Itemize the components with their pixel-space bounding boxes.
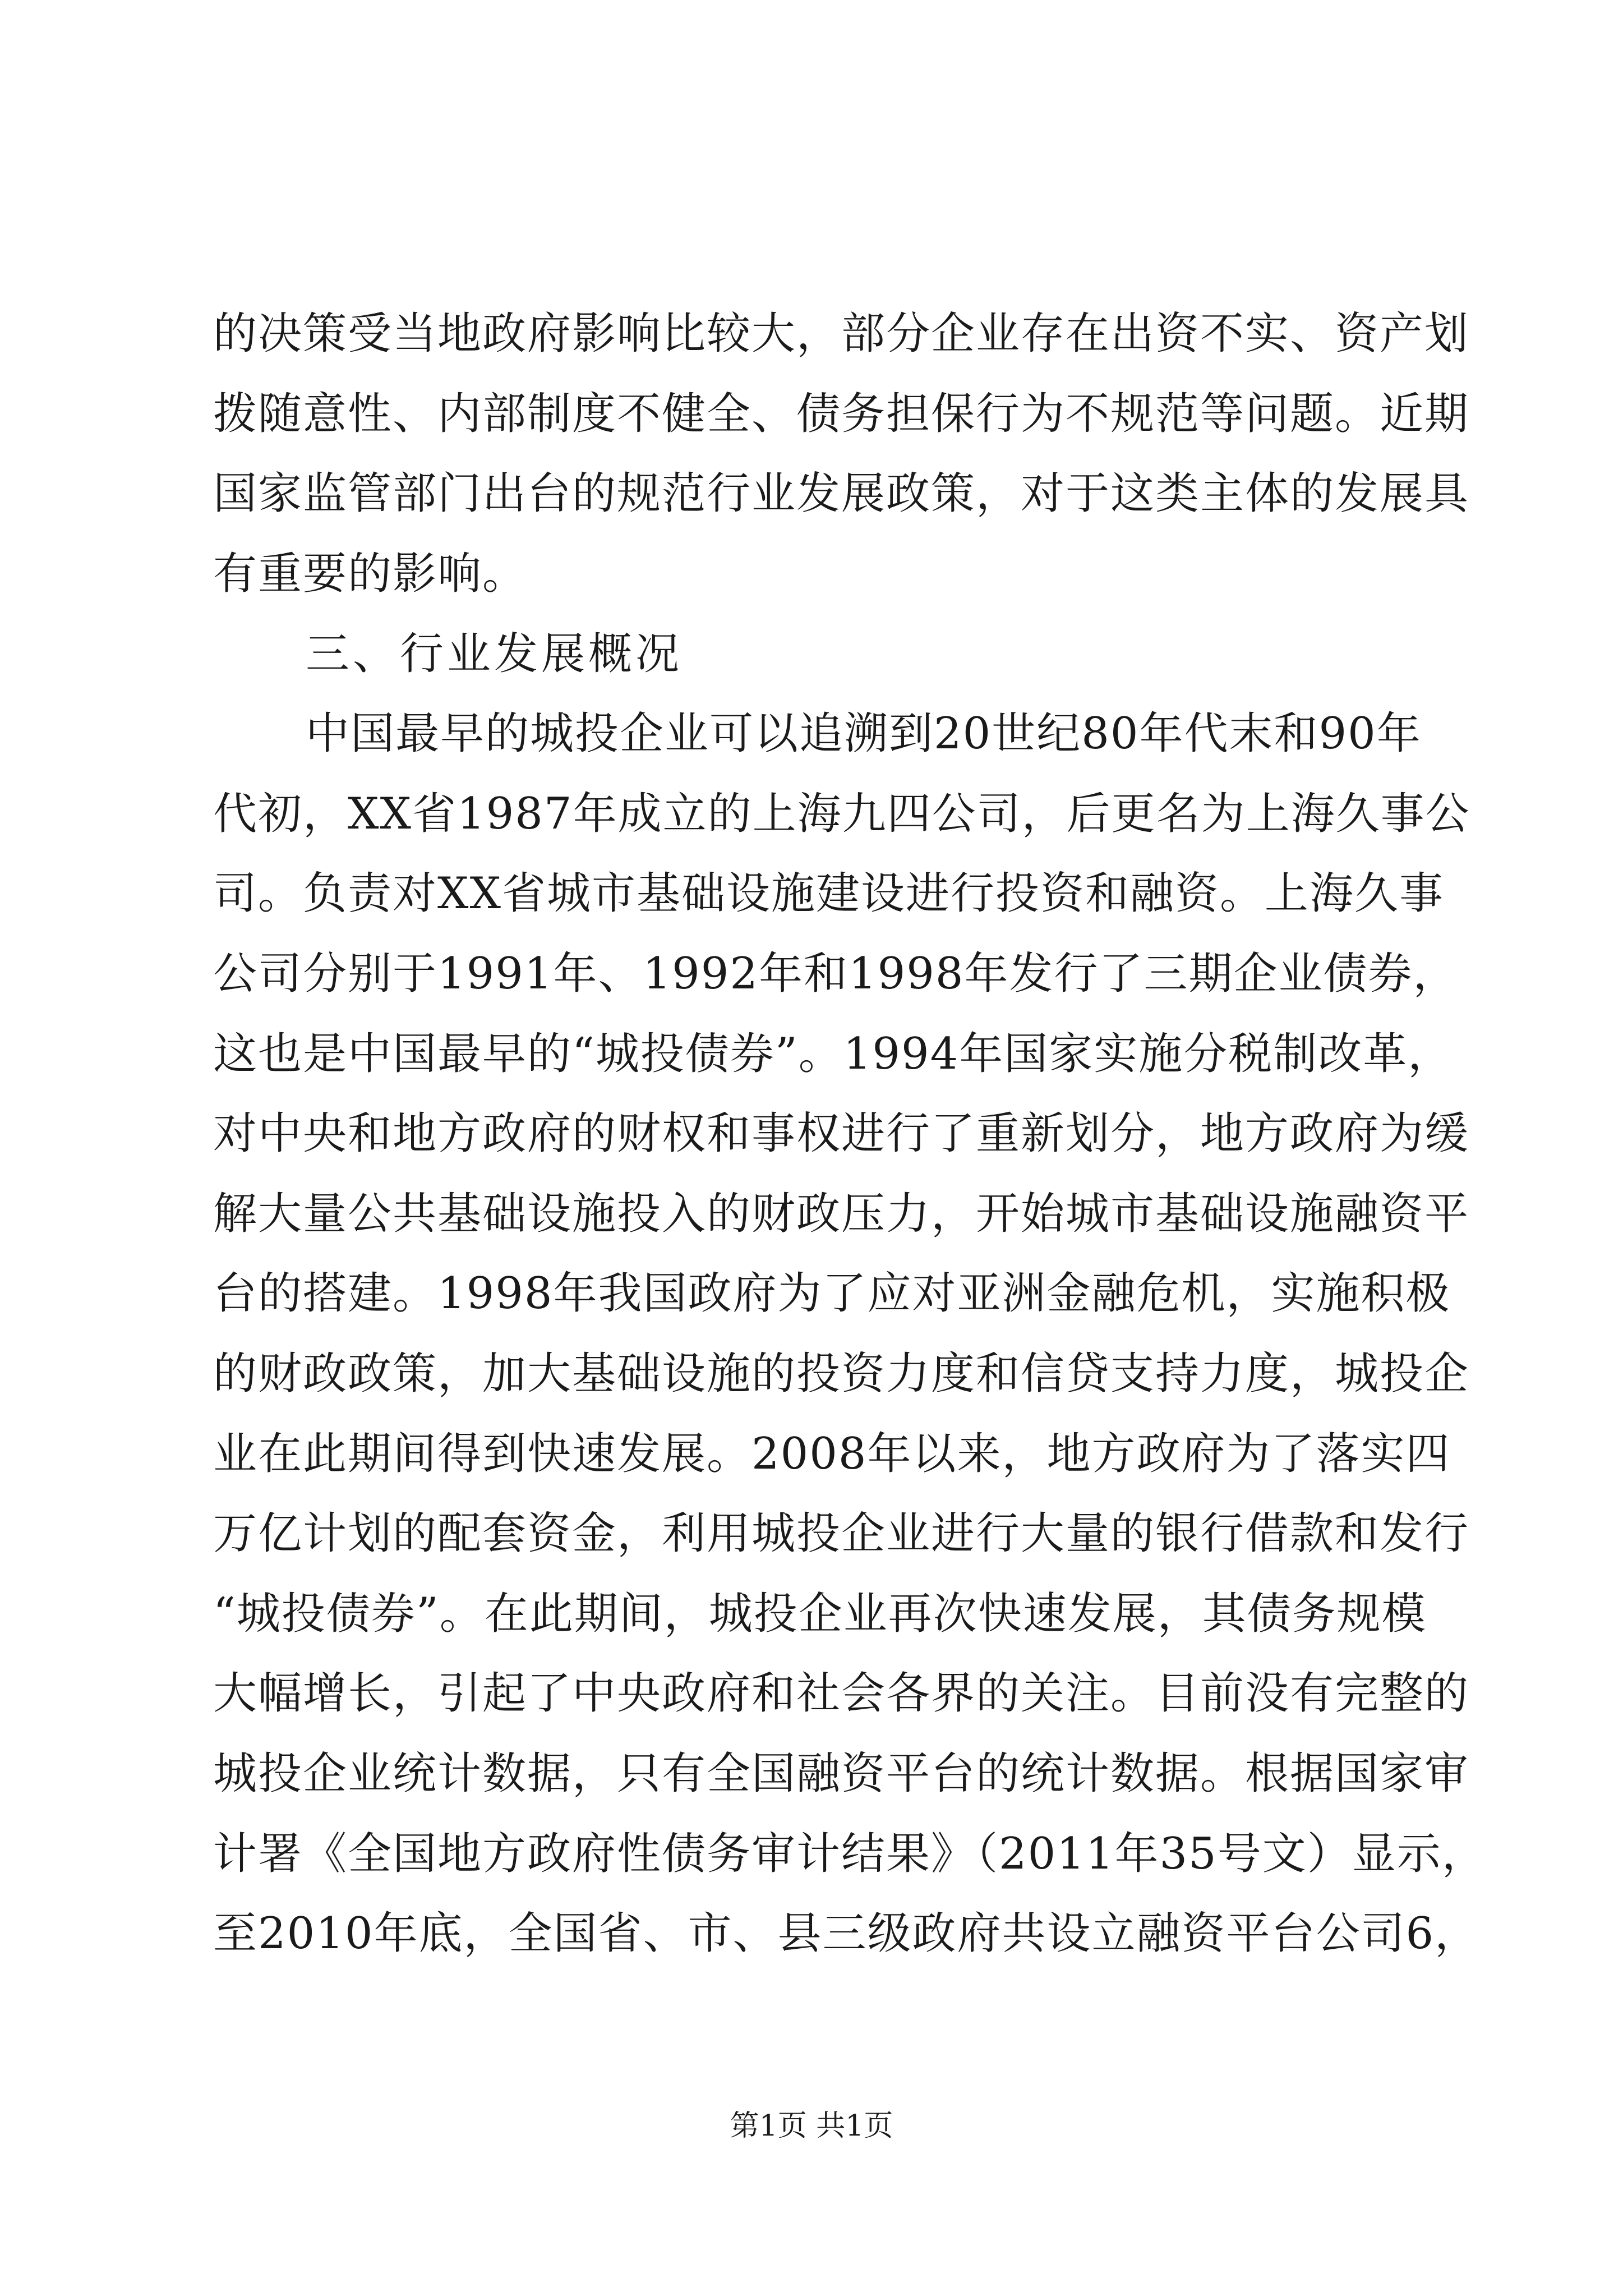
paragraph-line: 拨随意性、内部制度不健全、债务担保行为不规范等问题。近期 xyxy=(213,389,1470,439)
paragraph-line: 对中央和地方政府的财权和事权进行了重新划分，地方政府为缓 xyxy=(213,1108,1470,1159)
paragraph-line: 大幅增长，引起了中央政府和社会各界的关注。目前没有完整的 xyxy=(213,1668,1470,1719)
page-footer: 第1页 共1页 xyxy=(730,2109,893,2143)
paragraph-line: 中国最早的城投企业可以追溯到20世纪80年代末和90年 xyxy=(306,708,1422,759)
paragraph-line: “城投债券”。在此期间，城投企业再次快速发展，其债务规模 xyxy=(213,1589,1427,1639)
paragraph-line: 公司分别于1991年、1992年和1998年发行了三期企业债券， xyxy=(213,949,1458,999)
paragraph-line: 至2010年底，全国省、市、县三级政府共设立融资平台公司6， xyxy=(213,1908,1480,1959)
paragraph-line: 的财政政策，加大基础设施的投资力度和信贷支持力度，城投企 xyxy=(213,1349,1470,1399)
paragraph-line: 有重要的影响。 xyxy=(213,549,528,599)
paragraph-line: 业在此期间得到快速发展。2008年以来，地方政府为了落实四 xyxy=(213,1429,1451,1479)
paragraph-line: 的决策受当地政府影响比较大，部分企业存在出资不实、资产划 xyxy=(213,309,1470,359)
paragraph-line: 解大量公共基础设施投入的财政压力，开始城市基础设施融资平 xyxy=(213,1189,1470,1239)
paragraph-line: 这也是中国最早的“城投债券”。1994年国家实施分税制改革， xyxy=(213,1029,1453,1079)
paragraph-line: 代初，XX省1987年成立的上海九四公司，后更名为上海久事公 xyxy=(213,789,1470,839)
paragraph-line: 万亿计划的配套资金，利用城投企业进行大量的银行借款和发行 xyxy=(213,1508,1470,1559)
paragraph-line: 司。负责对XX省城市基础设施建设进行投资和融资。上海久事 xyxy=(213,868,1445,919)
paragraph-line: 城投企业统计数据，只有全国融资平台的统计数据。根据国家审 xyxy=(213,1749,1470,1799)
paragraph-line: 国家监管部门出台的规范行业发展政策，对于这类主体的发展具 xyxy=(213,468,1470,519)
paragraph-line: 台的搭建。1998年我国政府为了应对亚洲金融危机，实施积极 xyxy=(213,1268,1451,1319)
section-heading: 三、行业发展概况 xyxy=(306,629,683,679)
paragraph-line: 计署《全国地方政府性债务审计结果》（2011年35号文）显示， xyxy=(213,1829,1487,1879)
